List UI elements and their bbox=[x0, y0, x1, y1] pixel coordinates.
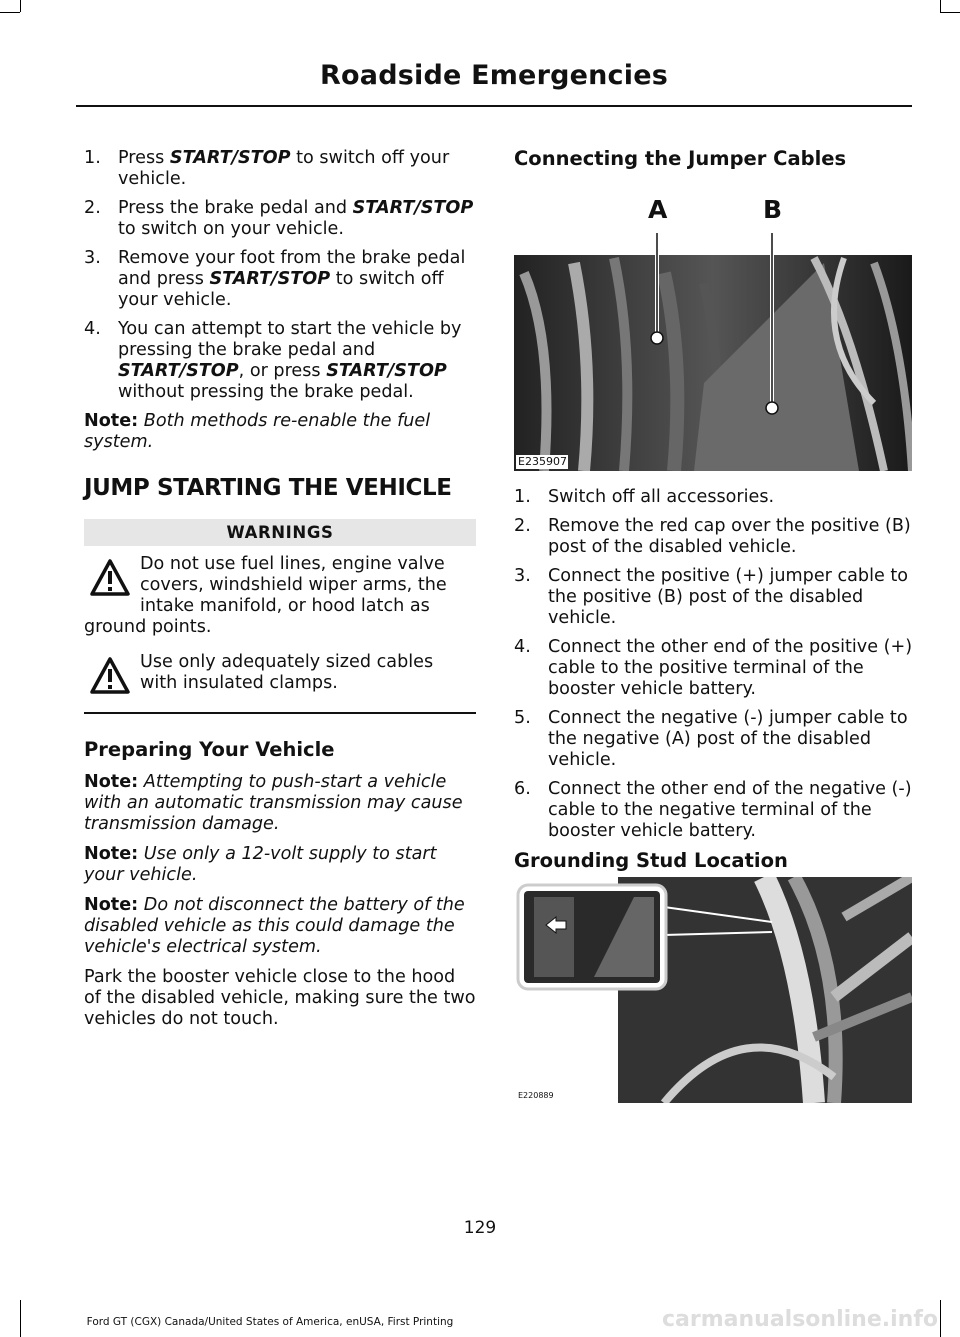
note-label: Note: bbox=[84, 772, 139, 792]
body-paragraph: Park the booster vehicle close to the hood of the disabled vehicle, making sure the two vehicles do not touch. bbox=[84, 967, 476, 1029]
note-text: Do not disconnect the battery of the disabled vehicle as this could damage the vehicle's electrical system. bbox=[84, 895, 465, 957]
step-text: Remove the red cap over the positive (B) post of the disabled vehicle. bbox=[548, 516, 911, 557]
step-item bbox=[514, 637, 914, 700]
step-item bbox=[84, 248, 476, 311]
step-text: without pressing the brake pedal. bbox=[118, 382, 414, 402]
step-text: Switch off all accessories. bbox=[548, 487, 775, 507]
step-item bbox=[84, 198, 476, 240]
warning-triangle-icon bbox=[90, 656, 130, 696]
note-text: Both methods re-enable the fuel system. bbox=[84, 411, 431, 452]
note bbox=[84, 895, 476, 958]
step-item bbox=[514, 779, 914, 842]
step-text: to switch off your vehicle. bbox=[118, 269, 444, 310]
subheading: Connecting the Jumper Cables bbox=[514, 147, 847, 170]
figure-code: E220889 bbox=[518, 1091, 554, 1100]
control-name: START/STOP bbox=[326, 361, 447, 381]
step-number: 6. bbox=[514, 779, 531, 799]
step-item bbox=[514, 566, 914, 629]
crop-mark bbox=[0, 12, 20, 13]
step-number: 1. bbox=[84, 148, 101, 168]
step-number: 4. bbox=[84, 319, 101, 339]
watermark[interactable]: carmanualsonline.info bbox=[662, 1307, 938, 1332]
restart-steps bbox=[84, 148, 476, 403]
section-heading: JUMP STARTING THE VEHICLE bbox=[84, 475, 452, 501]
page-header-title: Roadside Emergencies bbox=[320, 60, 668, 91]
note bbox=[84, 772, 476, 835]
step-number: 5. bbox=[514, 708, 531, 728]
jumper-cable-figure bbox=[514, 195, 912, 471]
step-text: to switch on your vehicle. bbox=[118, 219, 344, 239]
note-label: Note: bbox=[84, 411, 139, 431]
note-label: Note: bbox=[84, 844, 139, 864]
control-name: START/STOP bbox=[169, 148, 291, 168]
warning-item bbox=[84, 554, 476, 638]
note-label: Note: bbox=[84, 895, 139, 915]
step-text: Remove your foot from the brake pedal and press bbox=[118, 248, 466, 289]
control-name: START/STOP bbox=[118, 361, 239, 381]
control-name: START/STOP bbox=[209, 269, 331, 289]
step-number: 2. bbox=[514, 516, 531, 536]
warning-text: Use only adequately sized cables with insulated clamps. bbox=[140, 652, 434, 693]
warnings-heading: WARNINGS bbox=[84, 519, 476, 546]
warning-text: Do not use fuel lines, engine valve covers, windshield wiper arms, the intake manifold, or hood latch as ground points. bbox=[84, 554, 447, 637]
control-name: START/STOP bbox=[352, 198, 474, 218]
step-number: 3. bbox=[514, 566, 531, 586]
step-number: 4. bbox=[514, 637, 531, 657]
right-column bbox=[514, 148, 914, 1103]
warning-triangle-icon bbox=[90, 558, 130, 598]
step-text: to switch off your vehicle. bbox=[118, 148, 450, 189]
note bbox=[84, 844, 476, 886]
header-rule bbox=[76, 105, 912, 107]
footer-line: Ford GT (CGX) Canada/United States of America, enUSA, First Printing bbox=[86, 1316, 454, 1328]
grounding-stud-image bbox=[514, 877, 912, 1103]
crop-mark bbox=[940, 12, 960, 13]
step-text: Connect the other end of the negative (-) cable to the negative terminal of the booster vehicle battery. bbox=[548, 779, 912, 841]
grounding-stud-figure bbox=[514, 877, 912, 1103]
note-text: Attempting to push-start a vehicle with an automatic transmission may cause transmission damage. bbox=[84, 772, 463, 834]
crop-mark bbox=[940, 1300, 941, 1337]
step-item bbox=[84, 148, 476, 190]
step-item bbox=[514, 516, 914, 558]
callout-label-b: B bbox=[763, 195, 783, 224]
crop-mark bbox=[940, 0, 941, 12]
step-text: Connect the negative (-) jumper cable to the negative (A) post of the disabled vehicle. bbox=[548, 708, 908, 770]
step-text: , or press bbox=[238, 361, 327, 381]
battery-posts-image bbox=[514, 203, 912, 471]
crop-mark bbox=[20, 0, 21, 12]
step-text: Press bbox=[118, 148, 170, 168]
subheading: Grounding Stud Location bbox=[514, 849, 788, 872]
step-number: 3. bbox=[84, 248, 101, 268]
subheading: Preparing Your Vehicle bbox=[84, 738, 335, 761]
step-item bbox=[84, 319, 476, 403]
page-number: 129 bbox=[463, 1218, 497, 1238]
step-text: Connect the other end of the positive (+) cable to the positive terminal of the booster vehicle battery. bbox=[548, 637, 913, 699]
note bbox=[84, 411, 476, 453]
step-item bbox=[514, 708, 914, 771]
step-text: You can attempt to start the vehicle by pressing the brake pedal and bbox=[118, 319, 462, 360]
step-number: 2. bbox=[84, 198, 101, 218]
step-item bbox=[514, 487, 914, 508]
step-number: 1. bbox=[514, 487, 531, 507]
step-text: Press the brake pedal and bbox=[118, 198, 353, 218]
left-column bbox=[84, 148, 476, 1039]
warnings-rule bbox=[84, 712, 476, 714]
step-text: Connect the positive (+) jumper cable to the positive (B) post of the disabled vehicle. bbox=[548, 566, 909, 628]
callout-label-a: A bbox=[648, 195, 668, 224]
warning-item bbox=[84, 652, 476, 696]
jumper-steps bbox=[514, 487, 914, 842]
note-text: Use only a 12-volt supply to start your vehicle. bbox=[84, 844, 437, 885]
figure-code: E235907 bbox=[518, 455, 567, 468]
